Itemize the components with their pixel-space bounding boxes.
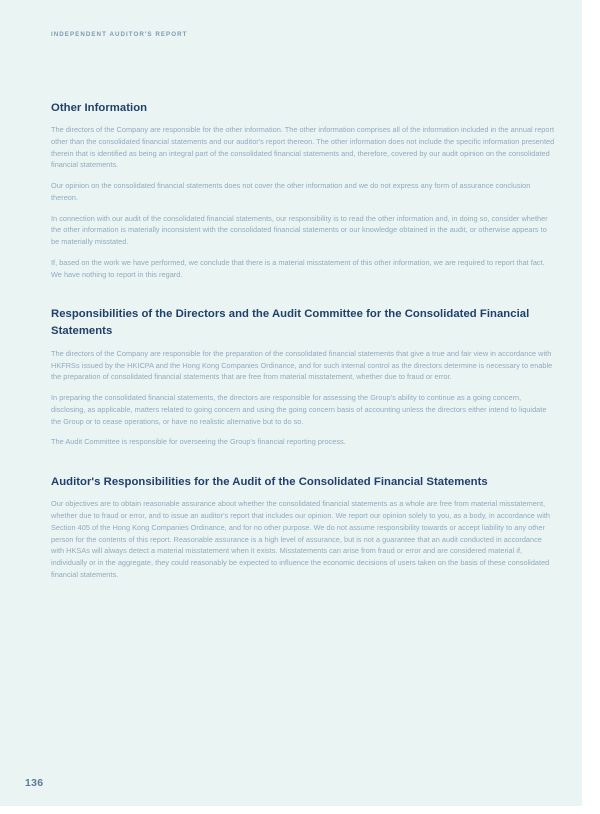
- page-content: [51, 100, 557, 581]
- paragraph: The Audit Committee is responsible for overseeing the Group's financial reporting process.: [51, 437, 346, 447]
- paragraph: Our objectives are to obtain reasonable assurance about whether the consolidated financial statements as a whole are free from material misstatement, whether due to fraud or error, and to issue an auditor's report that includes our opinion. We report our opinion solely to you, as a body, in accordance with Section 405 of the Hong Kong Companies Ordinance, and for no other purpose. We do not assume responsibility towards or accept liability to any other person for the contents of this report. Reasonable assurance is a high level of assurance, but is not a guarantee that an audit conducted in accordance with HKSAs will always detect a material misstatement when it exists. Misstatements can arise from fraud or error and are considered material if, individually or in the aggregate, they could reasonably be expected to influence the economic decisions of users taken on the basis of these consolidated financial statements.: [51, 499, 551, 579]
- section-heading-auditors-responsibilities: Auditor's Responsibilities for the Audit of the Consolidated Financial Statements: [51, 476, 488, 489]
- running-header: INDEPENDENT AUDITOR'S REPORT: [51, 31, 188, 38]
- page-number: 136: [25, 777, 44, 789]
- paragraph: In preparing the consolidated financial statements, the directors are responsible for assessing the Group's ability to continue as a going concern, disclosing, as applicable, matters related to going concern and using the going concern basis of accounting unless the directors either intend to liquidate the Group or to cease operations, or have no realistic alternative but to do so.: [51, 393, 547, 426]
- section-responsibilities-directors: [51, 306, 557, 448]
- section-auditors-responsibilities: [51, 474, 557, 580]
- paragraph: If, based on the work we have performed, we conclude that there is a material misstatement of this other information, we are required to report that fact. We have nothing to report in this regard.: [51, 257, 545, 279]
- paragraph: The directors of the Company are responsible for the other information. The other information comprises all of the information included in the annual report other than the consolidated financial statements and our auditor's report thereon. The other information does not include the specific information presented therein that is identified as being an integral part of the consolidated financial statements and, therefore, covered by our audit opinion on the consolidated financial statements.: [51, 125, 555, 170]
- paragraph: The directors of the Company are responsible for the preparation of the consolidated financial statements that give a true and fair view in accordance with HKFRSs issued by the HKICPA and the Hong Kong Companies Ordinance, and for such internal control as the directors determine is necessary to enable the preparation of consolidated financial statements that are free from material misstatement, whether due to fraud or error.: [51, 348, 553, 382]
- section-heading-responsibilities-directors: Responsibilities of the Directors and the Audit Committee for the Consolidated Financial Statements: [51, 308, 530, 337]
- section-other-information: [51, 100, 557, 280]
- paragraph: Our opinion on the consolidated financial statements does not cover the other information and we do not express any form of assurance conclusion thereon.: [51, 181, 531, 202]
- paragraph: In connection with our audit of the consolidated financial statements, our responsibility is to read the other information and, in doing so, consider whether the other information is materially inconsistent with the consolidated financial statements or our knowledge obtained in the audit, or otherwise appears to be materially misstated.: [51, 213, 548, 247]
- section-heading-other-information: Other Information: [51, 102, 148, 114]
